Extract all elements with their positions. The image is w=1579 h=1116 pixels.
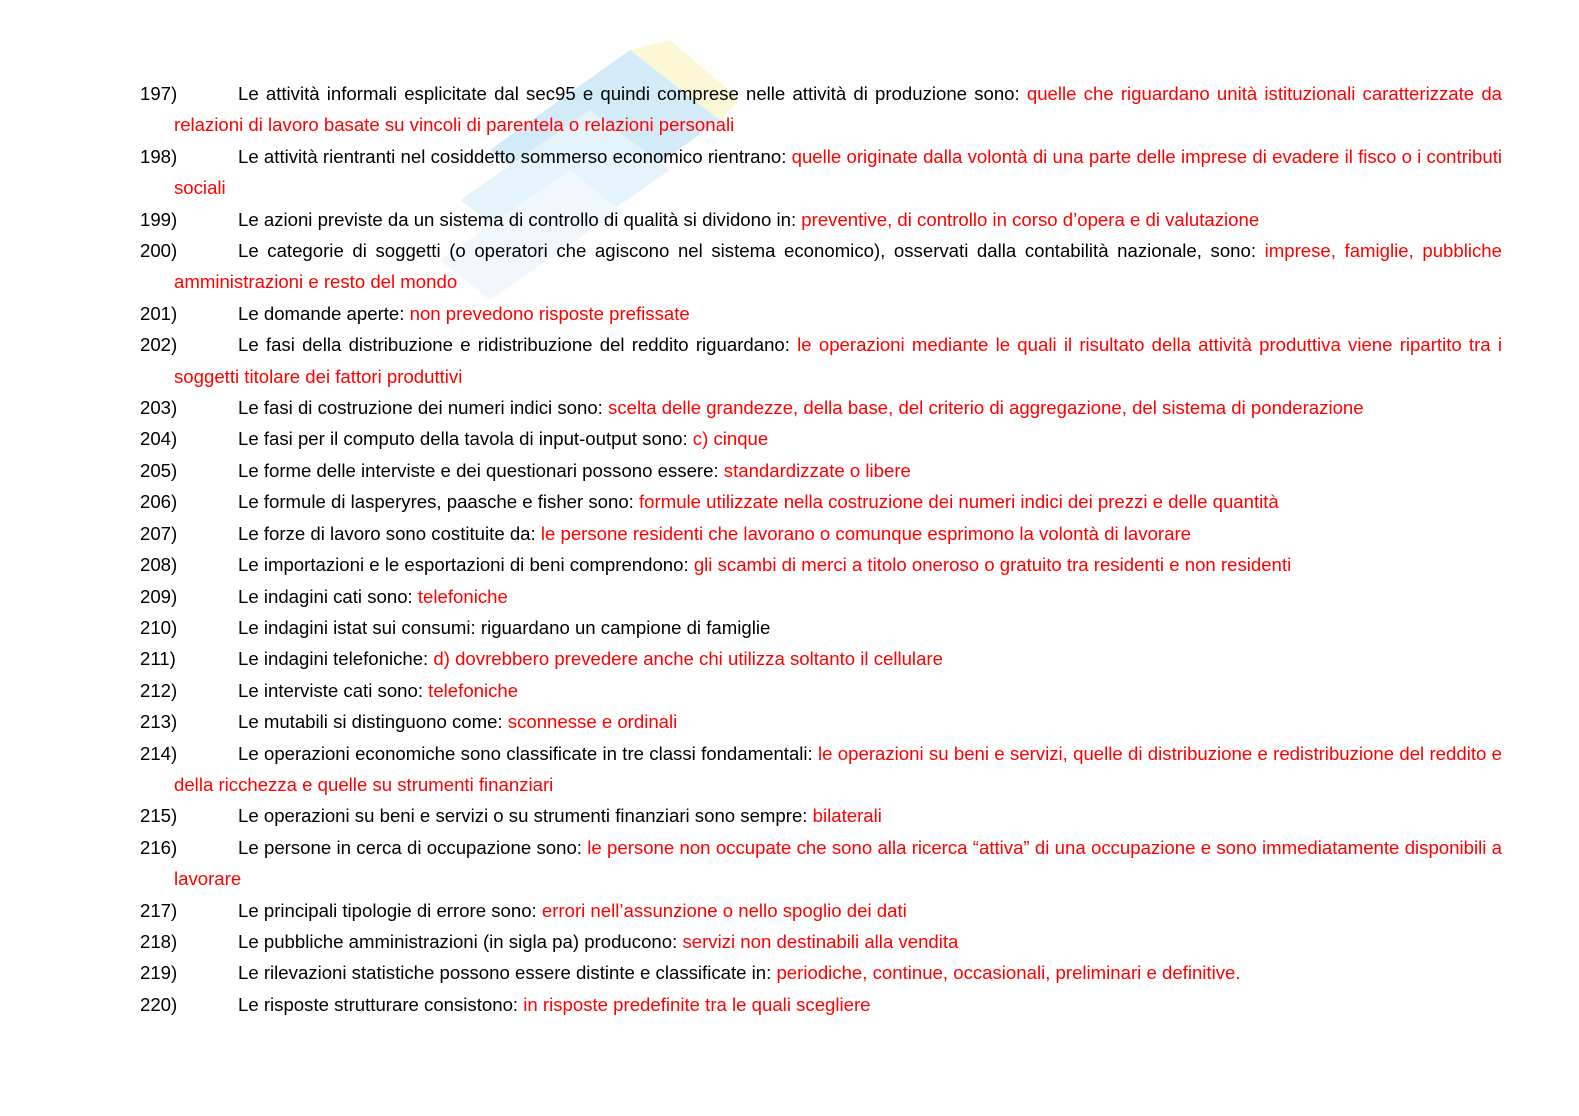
list-item — [140, 989, 1502, 1020]
question-text: Le indagini cati sono: — [238, 585, 418, 607]
item-number: 202) — [140, 334, 178, 356]
list-item — [140, 78, 1502, 141]
answer-text: sconnesse e ordinali — [507, 711, 678, 733]
question-text: Le mutabili si distinguono come: — [238, 711, 508, 733]
answer-text: telefoniche — [428, 679, 519, 701]
list-item — [140, 141, 1502, 204]
question-text: Le attività rientranti nel cosiddetto sommerso economico rientrano: — [238, 145, 792, 167]
item-number: 220) — [140, 993, 178, 1015]
list-item — [140, 581, 1502, 612]
list-item — [140, 455, 1502, 486]
item-number: 214) — [140, 742, 178, 764]
list-item — [140, 832, 1502, 895]
question-text: Le rilevazioni statistiche possono essere distinte e classificate in: — [238, 962, 777, 984]
item-number: 206) — [140, 491, 178, 513]
question-text: Le domande aperte: — [238, 302, 410, 324]
list-item — [140, 895, 1502, 926]
item-number: 208) — [140, 554, 178, 576]
answer-text: periodiche, continue, occasionali, preliminari e definitive. — [776, 962, 1241, 984]
answer-text: gli scambi di merci a titolo oneroso o gratuito tra residenti e non residenti — [693, 554, 1292, 576]
item-number: 211) — [140, 648, 176, 670]
answer-text: quelle originate dalla volontà di una parte delle imprese di evadere il fisco o i contributi sociali — [174, 145, 1502, 199]
item-number: 217) — [140, 899, 178, 921]
answer-text: non prevedono risposte prefissate — [409, 302, 690, 324]
question-text: Le pubbliche amministrazioni (in sigla pa) producono: — [238, 930, 683, 952]
answer-text: preventive, di controllo in corso d’opera e di valutazione — [801, 208, 1260, 230]
question-text: Le operazioni su beni e servizi o su strumenti finanziari sono sempre: — [238, 805, 813, 827]
answer-text: scelta delle grandezze, della base, del criterio di aggregazione, del sistema di ponderazione — [608, 397, 1364, 419]
answer-text: formule utilizzate nella costruzione dei numeri indici dei prezzi e delle quantità — [639, 491, 1279, 513]
item-number: 216) — [140, 836, 178, 858]
list-item — [140, 738, 1502, 801]
list-item — [140, 675, 1502, 706]
item-number: 212) — [140, 679, 178, 701]
answer-text: bilaterali — [812, 805, 882, 827]
item-number: 198) — [140, 145, 178, 167]
list-item — [140, 235, 1502, 298]
answer-text: le operazioni su beni e servizi, quelle di distribuzione e redistribuzione del reddito e della ricchezza e quelle su strumenti finanziari — [174, 742, 1502, 795]
list-item — [140, 204, 1502, 235]
list-item — [140, 957, 1502, 988]
question-text: Le categorie di soggetti (o operatori che agiscono nel sistema economico), osservati dalla contabilità nazionale, sono: — [238, 240, 1265, 262]
question-text: Le attività informali esplicitate dal sec95 e quindi comprese nelle attività di produzione sono: — [238, 83, 1027, 104]
list-item — [140, 298, 1502, 329]
answer-text: c) cinque — [692, 428, 769, 450]
list-item — [140, 926, 1502, 957]
item-number: 209) — [140, 585, 178, 607]
question-text: Le forze di lavoro sono costituite da: — [238, 522, 541, 544]
item-number: 204) — [140, 428, 178, 450]
list-item — [140, 329, 1502, 392]
question-text: Le fasi per il computo della tavola di input-output sono: — [238, 428, 693, 450]
item-number: 201) — [140, 302, 178, 324]
answer-text: errori nell’assunzione o nello spoglio dei dati — [541, 899, 907, 921]
answer-text: imprese, famiglie, pubbliche amministrazioni e resto del mondo — [174, 240, 1502, 293]
item-number: 197) — [140, 83, 178, 104]
list-item — [140, 800, 1502, 831]
question-text: Le principali tipologie di errore sono: — [238, 899, 542, 921]
item-number: 210) — [140, 616, 178, 638]
question-text: Le indagini istat sui consumi: riguardano un campione di famiglie — [238, 616, 771, 638]
item-number: 200) — [140, 240, 178, 262]
question-answer-list — [140, 78, 1502, 1020]
item-number: 218) — [140, 930, 178, 952]
answer-text: d) dovrebbero prevedere anche chi utilizza soltanto il cellulare — [433, 648, 943, 670]
question-text: Le fasi di costruzione dei numeri indici sono: — [238, 397, 609, 419]
item-number: 203) — [140, 397, 178, 419]
question-text: Le operazioni economiche sono classificate in tre classi fondamentali: — [238, 742, 819, 764]
answer-text: le persone residenti che lavorano o comunque esprimono la volontà di lavorare — [540, 522, 1191, 544]
item-number: 219) — [140, 962, 178, 984]
question-text: Le importazioni e le esportazioni di beni comprendono: — [238, 554, 694, 576]
item-number: 205) — [140, 459, 178, 481]
answer-text: in risposte predefinite tra le quali scegliere — [523, 993, 871, 1015]
list-item — [140, 549, 1502, 580]
question-text: Le forme delle interviste e dei questionari possono essere: — [238, 459, 724, 481]
list-item — [140, 392, 1502, 423]
answer-text: le operazioni mediante le quali il risultato della attività produttiva viene ripartito tra i soggetti titolare dei fattori produttivi — [174, 334, 1502, 387]
answer-text: servizi non destinabili alla vendita — [682, 930, 959, 952]
answer-text: le persone non occupate che sono alla ricerca “attiva” di una occupazione e sono immediatamente disponibili a lavorare — [174, 836, 1502, 890]
answer-text: telefoniche — [417, 585, 508, 607]
question-text: Le interviste cati sono: — [238, 679, 429, 701]
list-item — [140, 518, 1502, 549]
list-item — [140, 486, 1502, 517]
item-number: 207) — [140, 522, 178, 544]
question-text: Le azioni previste da un sistema di controllo di qualità si dividono in: — [238, 208, 802, 230]
list-item — [140, 706, 1502, 737]
question-text: Le formule di lasperyres, paasche e fisher sono: — [238, 491, 640, 513]
question-text: Le fasi della distribuzione e ridistribuzione del reddito riguardano: — [238, 334, 798, 356]
question-text: Le risposte strutturare consistono: — [238, 993, 524, 1015]
list-item — [140, 643, 1502, 674]
item-number: 215) — [140, 805, 178, 827]
item-number: 213) — [140, 711, 178, 733]
question-text: Le indagini telefoniche: — [238, 648, 434, 670]
item-number: 199) — [140, 208, 178, 230]
question-text: Le persone in cerca di occupazione sono: — [238, 836, 588, 858]
answer-text: standardizzate o libere — [723, 459, 911, 481]
list-item — [140, 423, 1502, 454]
list-item — [140, 612, 1502, 643]
answer-text: quelle che riguardano unità istituzionali caratterizzate da relazioni di lavoro basate su vincoli di parentela o relazioni personali — [174, 83, 1502, 136]
